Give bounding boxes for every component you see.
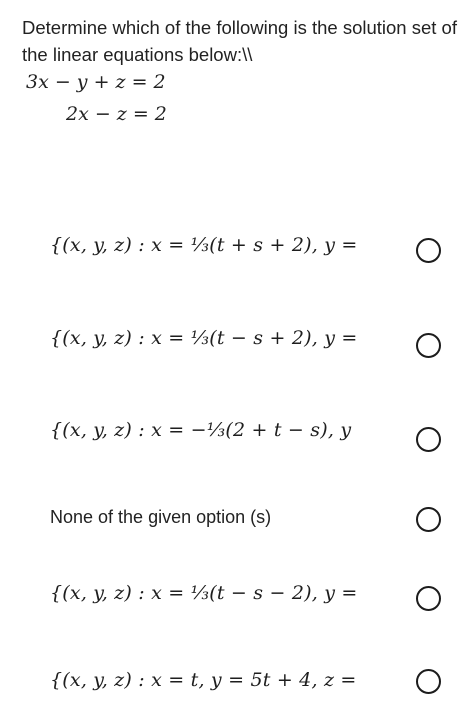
answer-option-6[interactable] [0, 659, 474, 703]
radio-button[interactable] [416, 669, 441, 694]
equation-2: 2x − z = 2 [66, 103, 167, 125]
option-label: None of the given option (s) [50, 507, 272, 527]
answer-option-3[interactable] [0, 409, 474, 453]
option-label: {(x, y, z) : x = ⅓(t − s − 2), y = [50, 582, 358, 604]
answer-option-5[interactable] [0, 572, 474, 616]
answer-option-4[interactable] [0, 497, 474, 541]
radio-button[interactable] [416, 427, 441, 452]
radio-button[interactable] [416, 507, 441, 532]
radio-button[interactable] [416, 333, 441, 358]
option-label: {(x, y, z) : x = −⅓(2 + t − s), y [50, 419, 352, 441]
radio-button[interactable] [416, 586, 441, 611]
answer-option-1[interactable] [0, 224, 474, 268]
option-label: {(x, y, z) : x = ⅓(t + s + 2), y = [50, 234, 358, 256]
option-label: {(x, y, z) : x = t, y = 5t + 4, z = [50, 669, 357, 691]
option-label: {(x, y, z) : x = ⅓(t − s + 2), y = [50, 327, 358, 349]
question-prompt: Determine which of the following is the solution set of the linear equations below:\\ [22, 17, 457, 65]
answer-option-2[interactable] [0, 317, 474, 361]
radio-button[interactable] [416, 238, 441, 263]
equation-1: 3x − y + z = 2 [26, 71, 166, 93]
